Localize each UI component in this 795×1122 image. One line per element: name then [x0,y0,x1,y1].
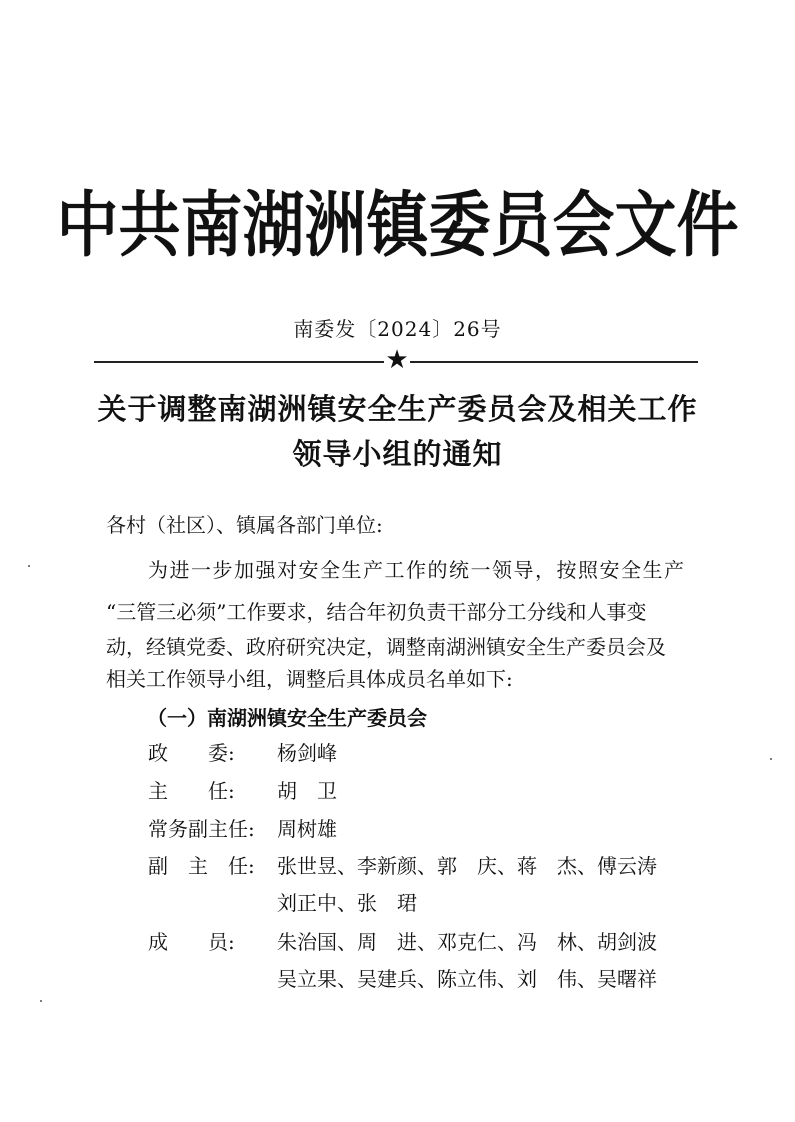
paragraph-line: “三管三必须”工作要求，结合年初负责干部分工分线和人事变 [106,600,647,624]
org-title: 中共南湖洲镇委员会文件 [56,182,739,267]
role-names: 吴立果、吴建兵、陈立伟、刘 伟、吴曙祥 [277,967,657,991]
role-names: 张世昱、李新颜、郭 庆、蒋 杰、傅云涛 [277,854,657,878]
paragraph-line: 相关工作领导小组，调整后具体成员名单如下: [106,667,513,691]
paragraph-line: 为进一步加强对安全生产工作的统一领导，按照安全生产 [148,558,686,582]
doc-number: 南委发〔2024〕26号 [293,317,502,341]
scan-speck [40,1000,42,1002]
role-names: 朱治国、周 进、邓克仁、冯 林、胡剑波 [277,930,657,954]
scan-speck [28,565,30,567]
role-names: 胡 卫 [277,779,337,803]
section-heading: （一）南湖洲镇安全生产委员会 [147,706,427,730]
role-names: 周树雄 [277,817,337,841]
role-label: 常务副主任: [148,817,255,841]
red-rule-right [410,361,698,363]
star-icon: ★ [385,345,409,375]
role-label: 副 主 任: [148,854,255,878]
role-names: 刘正中、张 珺 [277,891,417,915]
paragraph-line: 动，经镇党委、政府研究决定，调整南湖洲镇安全生产委员会及 [106,635,666,659]
role-label: 成 员: [148,930,235,954]
red-rule-left [94,361,384,363]
role-label: 政 委: [148,741,235,765]
role-label: 主 任: [148,779,235,803]
notice-title-line2: 领导小组的通知 [292,437,503,471]
role-names: 杨剑峰 [277,741,337,765]
scan-speck [770,758,772,760]
salutation: 各村（社区）、镇属各部门单位: [106,513,383,537]
notice-title-line1: 关于调整南湖洲镇安全生产委员会及相关工作 [97,392,698,426]
